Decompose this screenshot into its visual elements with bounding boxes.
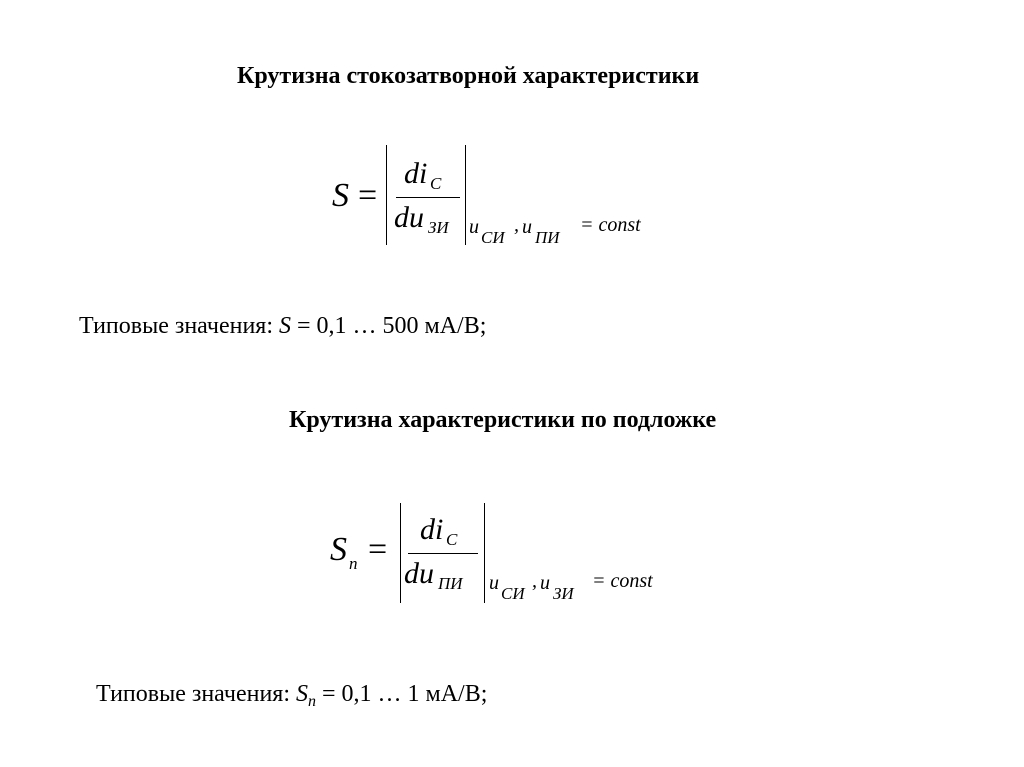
section1-heading: Крутизна стокозатворной характеристики [237,63,700,89]
condition-u2-sub: ЗИ [553,584,574,603]
numerator-sub: C [430,174,442,193]
formula-equals: = [368,531,388,568]
typical-prefix: Типовые значения: [79,313,279,339]
numerator-d: di [404,157,428,190]
numerator-sub: C [446,530,458,549]
formula-lhs: S [330,531,347,568]
typical-value: = 0,1 … 1 мА/В; [316,681,488,707]
condition-u1-sub: СИ [481,228,505,247]
condition-u1-sub: СИ [501,584,525,603]
condition-const: = const [592,570,653,592]
condition-u1: u [469,216,479,238]
abs-bar-right [484,503,485,603]
formula-lhs-sub: n [349,554,358,573]
denominator-sub: ПИ [438,574,463,593]
typical-values-2 [96,682,487,710]
section2-heading: Крутизна характеристики по подложке [289,407,717,433]
condition-u2: u [522,216,532,238]
typical-symbol: S [296,681,308,707]
typical-prefix: Типовые значения: [96,681,296,707]
typical-symbol: S [279,313,291,339]
typical-values-1 [79,314,486,338]
condition-u1: u [489,572,499,594]
typical-symbol-sub: n [308,693,316,710]
condition-comma: , [532,570,537,592]
abs-bar-left [400,503,401,603]
condition-const: = const [580,214,641,236]
numerator-d: di [420,513,444,546]
formula-lhs: S [332,177,349,214]
abs-bar-right [465,145,466,245]
denominator-sub: ЗИ [428,218,449,237]
condition-u2: u [540,572,550,594]
condition-comma: , [514,214,519,236]
typical-value: = 0,1 … 500 мА/В; [291,313,487,339]
fraction-line [396,197,460,198]
substrate-transconductance-formula [328,503,728,623]
fraction-line [408,553,478,554]
denominator-d: du [404,557,434,590]
condition-u2-sub: ПИ [535,228,560,247]
abs-bar-left [386,145,387,245]
denominator-d: du [394,201,424,234]
formula-equals: = [358,177,378,214]
transconductance-formula [328,145,728,265]
